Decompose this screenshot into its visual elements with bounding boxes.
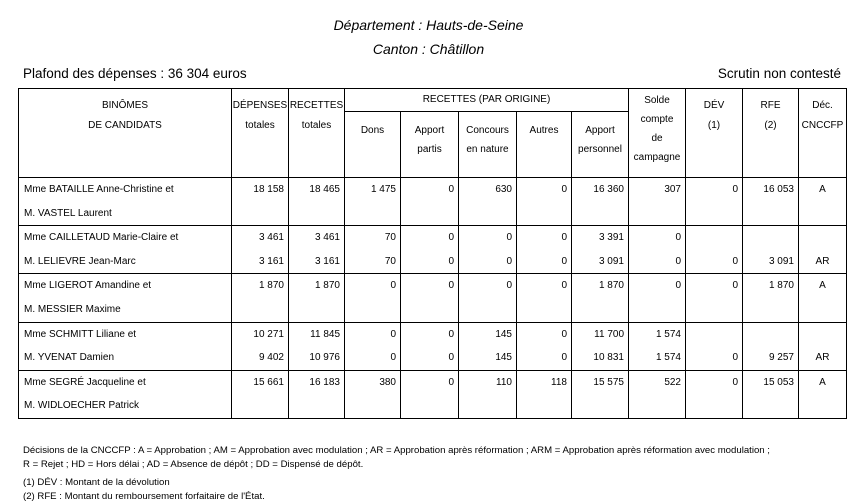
autres-value [517,298,571,322]
depenses-totales-value [232,394,288,418]
autres-cell [517,274,572,322]
concours-nature-value [459,202,516,226]
solde-campagne-value [629,298,685,322]
depenses-totales-value [232,298,288,322]
apport-personnel-value [572,202,628,226]
decision-cell [799,226,847,274]
candidate-row [19,322,847,370]
recettes-totales-value: 16 183 [309,376,340,388]
candidate-names-value: M. LELIEVRE Jean-Marc [24,255,136,267]
devolution-value: 0 [732,280,738,292]
depenses-totales-cell [232,370,289,418]
rfe-value [743,298,798,322]
header-rfe: RFE (2) [743,89,799,178]
decision-cell [799,322,847,370]
decision-value: A [819,184,826,195]
concours-nature-value: 0 [506,255,512,267]
concours-nature-cell [459,178,517,226]
canton-title: Canton : Châtillon [372,41,485,57]
candidate-row [19,370,847,418]
concours-nature-cell [459,322,517,370]
autres-value [517,202,571,226]
recettes-totales-cell [289,370,345,418]
devolution-value [686,202,742,226]
header-apport-personnel: Apport personnel [572,112,629,178]
rfe-value: 9 257 [768,352,794,364]
apport-partis-value: 0 [448,232,454,244]
candidate-names-value: Mme SCHMITT Liliane et [24,328,137,340]
header-autres: Autres [517,112,572,178]
concours-nature-value [459,394,516,418]
candidate-row [19,274,847,322]
concours-nature-value: 0 [506,280,512,292]
depenses-totales-value: 9 402 [258,352,284,364]
apport-partis-value: 0 [448,255,454,267]
plafond-depenses: Plafond des dépenses : 36 304 euros [23,66,247,81]
solde-campagne-cell [629,370,686,418]
autres-value [517,394,571,418]
autres-value: 0 [561,352,567,364]
candidate-names-cell [19,322,232,370]
recettes-totales-value [289,394,344,418]
dons-cell [345,274,401,322]
candidate-names-value: M. MESSIER Maxime [24,303,121,315]
apport-personnel-value: 16 360 [593,184,624,195]
candidate-row [19,226,847,274]
apport-partis-cell [401,322,459,370]
apport-personnel-value: 1 870 [598,280,624,292]
rfe-value: 1 870 [768,280,794,292]
header-dons: Dons [345,112,401,178]
recettes-totales-value: 3 161 [314,255,340,267]
header-decision: Déc. CNCCFP [799,89,847,178]
decision-value [799,298,846,322]
apport-partis-cell [401,370,459,418]
rfe-value [743,323,798,347]
devolution-cell [686,274,743,322]
apport-partis-value: 0 [448,328,454,340]
dons-value: 380 [379,376,396,388]
solde-campagne-value: 0 [675,280,681,292]
recettes-totales-value: 3 461 [314,232,340,244]
depenses-totales-cell [232,274,289,322]
rfe-value [743,394,798,418]
rfe-cell [743,274,799,322]
concours-nature-cell [459,226,517,274]
recettes-totales-cell [289,322,345,370]
apport-personnel-value [572,394,628,418]
decision-cell [799,178,847,226]
header-apport-partis: Apport partis [401,112,459,178]
rfe-cell [743,178,799,226]
decision-value [799,226,846,250]
dons-value [345,202,400,226]
autres-cell [517,322,572,370]
dons-value: 70 [384,232,396,244]
candidate-names-value: Mme LIGEROT Amandine et [24,280,152,292]
depenses-totales-value: 15 661 [253,376,284,388]
legend-decisions-cont: R = Rejet ; HD = Hors délai ; AD = Absence de dépôt ; DD = Dispensé de dépôt. [23,459,364,470]
concours-nature-value: 0 [506,232,512,244]
concours-nature-value [459,298,516,322]
candidate-names-value: M. WIDLOECHER Patrick [24,400,140,412]
apport-partis-value: 0 [448,376,454,388]
apport-partis-cell [401,274,459,322]
devolution-value: 0 [732,352,738,364]
apport-partis-value: 0 [448,280,454,292]
dons-cell [345,370,401,418]
concours-nature-value: 630 [495,184,512,195]
apport-partis-value [401,202,458,226]
solde-campagne-value: 1 574 [655,352,681,364]
dons-value: 1 475 [370,184,396,195]
apport-personnel-cell [572,322,629,370]
header-recettes-origine: RECETTES (PAR ORIGINE) [345,89,629,112]
departement-title: Département : Hauts-de-Seine [333,17,524,33]
depenses-totales-value: 10 271 [253,328,284,340]
autres-value: 0 [561,255,567,267]
apport-personnel-value [572,298,628,322]
solde-campagne-value [629,202,685,226]
recettes-totales-value: 11 845 [310,328,340,340]
note-dev: (1) DÉV : Montant de la dévolution [23,477,170,488]
decision-value [799,202,846,226]
recettes-totales-cell [289,226,345,274]
solde-campagne-cell [629,274,686,322]
rfe-value: 3 091 [768,255,794,267]
candidate-names-value: M. VASTEL Laurent [24,207,112,219]
apport-partis-cell [401,226,459,274]
depenses-totales-cell [232,226,289,274]
depenses-totales-value: 3 461 [258,232,284,244]
recettes-totales-value [289,202,344,226]
decision-cell [799,274,847,322]
recettes-totales-value [289,298,344,322]
dons-value: 0 [390,280,396,292]
candidate-names-cell [19,370,232,418]
candidate-names-value: Mme BATAILLE Anne-Christine et [24,184,174,195]
header-binomes: BINÔMES DE CANDIDATS [19,89,232,178]
recettes-totales-cell [289,274,345,322]
decision-value: A [819,376,826,388]
devolution-cell [686,178,743,226]
candidate-names-cell [19,274,232,322]
decision-value [799,394,846,418]
apport-partis-value: 0 [448,184,454,195]
concours-nature-value: 145 [495,352,512,364]
apport-personnel-value: 10 831 [593,352,624,364]
legend-decisions: Décisions de la CNCCFP : A = Approbation ; AM = Approbation avec modulation ; AR = Approbation après réformation ; ARM = Approbation après réformation avec modulation ; [23,445,770,456]
apport-personnel-value: 3 391 [598,232,624,244]
depenses-totales-value: 1 870 [258,280,284,292]
apport-partis-value: 0 [448,352,454,364]
apport-partis-value [401,298,458,322]
dons-value: 0 [390,328,396,340]
concours-nature-cell [459,274,517,322]
solde-campagne-value: 522 [664,376,681,388]
apport-personnel-cell [572,370,629,418]
rfe-cell [743,322,799,370]
scrutin-status: Scrutin non contesté [717,66,841,81]
apport-partis-cell [401,178,459,226]
autres-cell [517,370,572,418]
devolution-value: 0 [732,184,738,195]
devolution-value: 0 [732,255,738,267]
devolution-value [686,394,742,418]
apport-personnel-value: 11 700 [594,328,624,340]
decision-cell [799,370,847,418]
devolution-value [686,323,742,347]
devolution-cell [686,322,743,370]
candidate-row [19,178,847,226]
recettes-totales-cell [289,178,345,226]
solde-campagne-cell [629,226,686,274]
apport-partis-value [401,394,458,418]
apport-personnel-cell [572,226,629,274]
apport-personnel-cell [572,178,629,226]
rfe-value: 15 053 [763,376,794,388]
decision-value: AR [815,352,830,364]
concours-nature-value: 110 [496,376,512,388]
depenses-totales-value: 3 161 [258,255,284,267]
dons-cell [345,226,401,274]
candidate-names-cell [19,178,232,226]
results-table [18,88,847,419]
header-depenses: DÉPENSES totales [232,89,289,178]
depenses-totales-cell [232,178,289,226]
candidate-names-value: Mme CAILLETAUD Marie-Claire et [24,232,179,244]
solde-campagne-value: 0 [675,255,681,267]
header-recettes: RECETTES totales [289,89,345,178]
decision-value: AR [815,255,830,267]
header-concours-nature: Concours en nature [459,112,517,178]
candidate-names-cell [19,226,232,274]
rfe-value [743,226,798,250]
decision-value: A [819,280,826,292]
depenses-totales-cell [232,322,289,370]
dons-value: 70 [384,255,396,267]
concours-nature-value: 145 [495,328,512,340]
rfe-value: 16 053 [763,184,794,195]
header-solde: Solde compte de campagne [629,89,686,178]
devolution-value [686,226,742,250]
recettes-totales-value: 1 870 [314,280,340,292]
dons-value [345,298,400,322]
solde-campagne-value: 1 574 [655,328,681,340]
decision-value [799,323,846,347]
depenses-totales-value [232,202,288,226]
autres-cell [517,226,572,274]
autres-value: 0 [561,328,567,340]
recettes-totales-value: 10 976 [309,352,340,364]
rfe-value [743,202,798,226]
dons-value: 0 [390,352,396,364]
rfe-cell [743,226,799,274]
apport-personnel-value: 15 575 [593,376,624,388]
depenses-totales-value: 18 158 [253,184,284,195]
autres-value: 0 [561,184,567,195]
autres-value: 0 [561,280,567,292]
solde-campagne-cell [629,322,686,370]
solde-campagne-value: 0 [675,232,681,244]
autres-value: 0 [561,232,567,244]
apport-personnel-cell [572,274,629,322]
apport-personnel-value: 3 091 [598,255,624,267]
devolution-value: 0 [732,376,738,388]
dons-cell [345,322,401,370]
autres-value: 118 [551,376,567,388]
recettes-totales-value: 18 465 [309,184,340,195]
devolution-cell [686,370,743,418]
dons-cell [345,178,401,226]
solde-campagne-value [629,394,685,418]
candidate-names-value: M. YVENAT Damien [24,352,115,364]
rfe-cell [743,370,799,418]
candidate-names-value: Mme SEGRÉ Jacqueline et [24,376,146,388]
autres-cell [517,178,572,226]
solde-campagne-value: 307 [664,184,681,195]
solde-campagne-cell [629,178,686,226]
concours-nature-cell [459,370,517,418]
header-dev: DÉV (1) [686,89,743,178]
devolution-cell [686,226,743,274]
dons-value [345,394,400,418]
note-rfe: (2) RFE : Montant du remboursement forfaitaire de l'État. [23,491,265,502]
devolution-value [686,298,742,322]
